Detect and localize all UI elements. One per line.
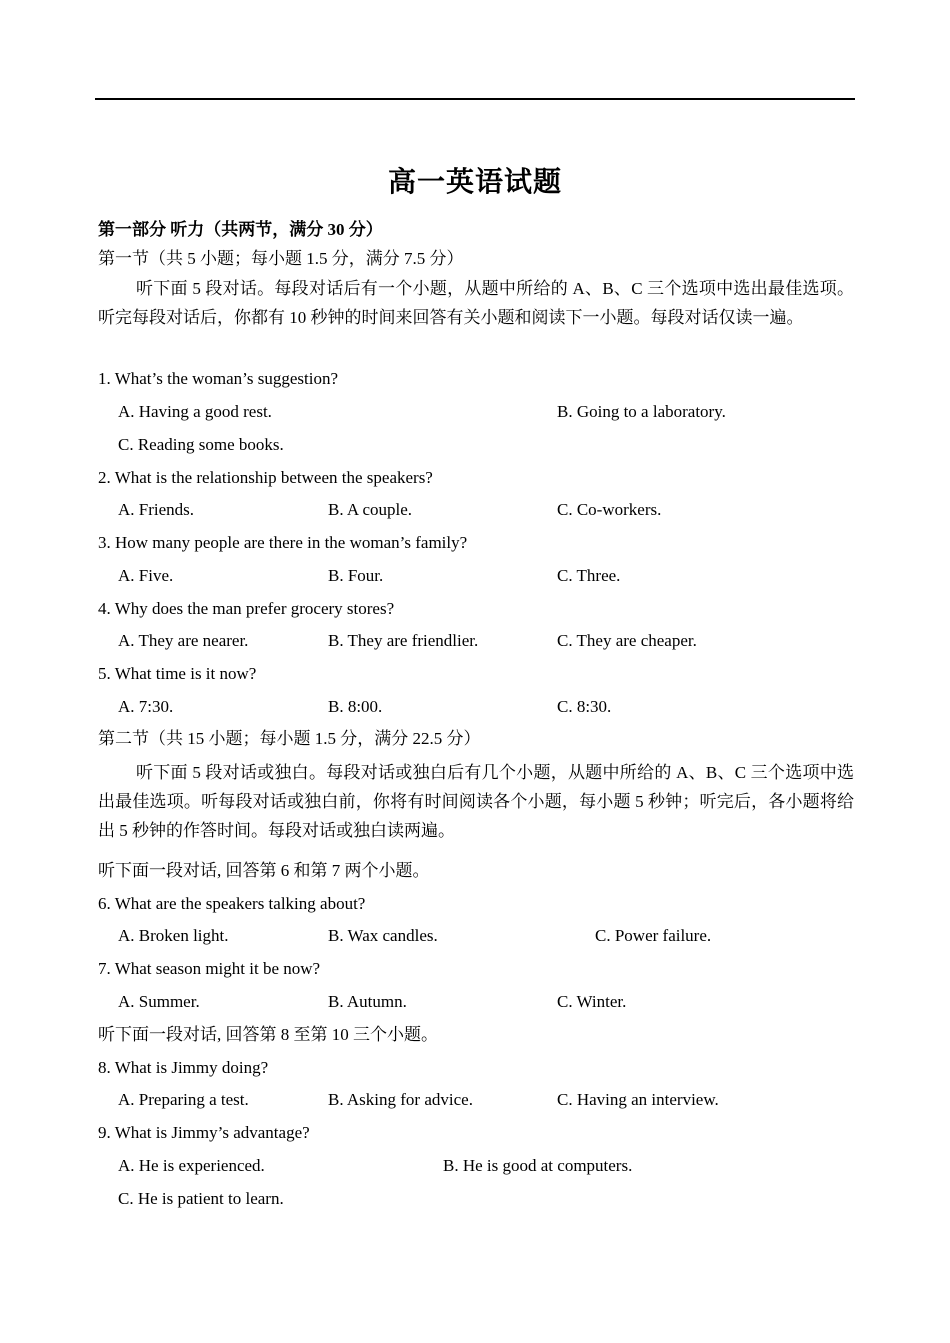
question-9-option-a: A. He is experienced. (118, 1156, 265, 1175)
question-2-option-a: A. Friends. (118, 500, 195, 519)
question-3-option-c: C. Three. (557, 566, 621, 585)
question-5-option-a: A. 7:30. (118, 697, 174, 716)
question-5-stem: 5. What time is it now? (98, 664, 257, 683)
question-3-stem: 3. How many people are there in the woman’s family? (98, 533, 468, 552)
question-8-option-b: B. Asking for advice. (328, 1090, 473, 1109)
question-1-option-a: A. Having a good rest. (118, 402, 272, 421)
question-7-option-c: C. Winter. (557, 992, 627, 1011)
group-6-7-instruction: 听下面一段对话, 回答第 6 和第 7 两个小题。 (98, 861, 430, 880)
header-rule (95, 98, 855, 100)
question-7-option-b: B. Autumn. (328, 992, 407, 1011)
question-2-option-b: B. A couple. (328, 500, 413, 519)
question-7-stem: 7. What season might it be now? (98, 959, 321, 978)
question-1-stem: 1. What’s the woman’s suggestion? (98, 369, 339, 388)
question-6-option-c: C. Power failure. (595, 926, 712, 945)
question-6-option-a: A. Broken light. (118, 926, 229, 945)
question-8-option-c: C. Having an interview. (557, 1090, 719, 1109)
question-4-option-b: B. They are friendlier. (328, 631, 479, 650)
question-1-option-c: C. Reading some books. (118, 435, 284, 454)
question-6-option-b: B. Wax candles. (328, 926, 438, 945)
question-1-option-b: B. Going to a laboratory. (557, 402, 726, 421)
question-6-stem: 6. What are the speakers talking about? (98, 894, 366, 913)
question-7-option-a: A. Summer. (118, 992, 200, 1011)
page-title: 高一英语试题 (387, 167, 562, 198)
question-2-option-c: C. Co-workers. (557, 500, 662, 519)
question-8-option-a: A. Preparing a test. (118, 1090, 249, 1109)
question-4-option-a: A. They are nearer. (118, 631, 249, 650)
section2-instructions: 听下面 5 段对话或独白。每段对话或独白后有几个小题，从题中所给的 A、B、C 三个选项中选出最佳选项。听每段对话或独白前，你将有时间阅读各个小题，每小题 5 秒钟；听完后，各小题将给出 5 秒钟的作答时间。每段对话或独白读两遍。 (98, 763, 854, 840)
question-2-stem: 2. What is the relationship between the speakers? (98, 468, 433, 487)
part1-heading: 第一部分 听力（共两节，满分 30 分） (98, 220, 383, 239)
section1-instructions: 听下面 5 段对话。每段对话后有一个小题，从题中所给的 A、B、C 三个选项中选出最佳选项。听完每段对话后，你都有 10 秒钟的时间来回答有关小题和阅读下一小题。每段对话仅读一遍。 (98, 279, 854, 327)
question-9-stem: 9. What is Jimmy’s advantage? (98, 1123, 310, 1142)
question-5-option-b: B. 8:00. (328, 697, 383, 716)
question-9-option-b: B. He is good at computers. (443, 1156, 633, 1175)
question-9-option-c: C. He is patient to learn. (118, 1189, 284, 1208)
question-3-option-b: B. Four. (328, 566, 384, 585)
question-3-option-a: A. Five. (118, 566, 174, 585)
section2-heading: 第二节（共 15 小题；每小题 1.5 分，满分 22.5 分） (98, 729, 481, 748)
group-8-10-instruction: 听下面一段对话, 回答第 8 至第 10 三个小题。 (98, 1025, 438, 1044)
question-5-option-c: C. 8:30. (557, 697, 612, 716)
question-4-stem: 4. Why does the man prefer grocery stores? (98, 599, 395, 618)
section1-heading: 第一节（共 5 小题；每小题 1.5 分，满分 7.5 分） (98, 249, 464, 268)
question-4-option-c: C. They are cheaper. (557, 631, 697, 650)
question-8-stem: 8. What is Jimmy doing? (98, 1058, 269, 1077)
